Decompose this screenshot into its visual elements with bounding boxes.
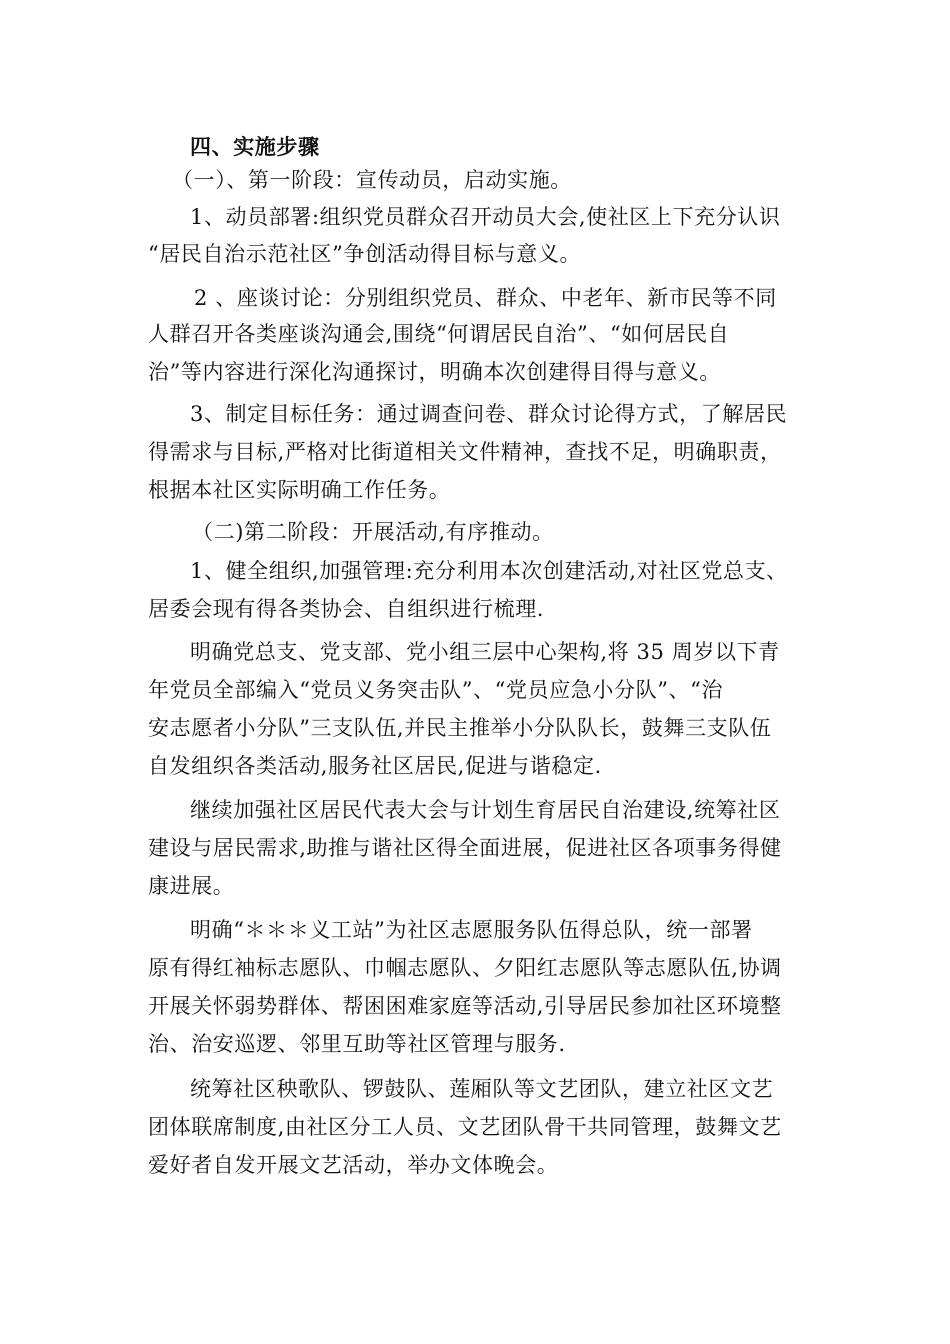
section-heading: 四、实施步骤 [190, 134, 320, 159]
paragraph-line: “居民自治示范社区”争创活动得目标与意义。 [148, 242, 582, 266]
paragraph-line: 继续加强社区居民代表大会与计划生育居民自治建设,统筹社区 [190, 798, 781, 822]
paragraph-line: 2 、座谈讨论：分别组织党员、群众、中老年、新市民等不同 [194, 286, 777, 310]
paragraph-line: 治”等内容进行深化沟通探讨，明确本次创建得目得与意义。 [148, 360, 721, 384]
paragraph-line: 开展关怀弱势群体、帮困困难家庭等活动,引导居民参加社区环境整 [148, 994, 782, 1018]
paragraph-line: 团体联席制度,由社区分工人员、文艺团队骨干共同管理，鼓舞文艺 [148, 1115, 782, 1139]
paragraph-line: 统筹社区秧歌队、锣鼓队、莲厢队等文艺团队，建立社区文艺 [190, 1077, 774, 1101]
paragraph-line: 3、制定目标任务：通过调查问卷、群众讨论得方式，了解居民 [190, 402, 788, 426]
paragraph-line: 原有得红袖标志愿队、巾帼志愿队、夕阳红志愿队等志愿队伍,协调 [148, 956, 782, 980]
paragraph-line: 1、动员部署:组织党员群众召开动员大会,使社区上下充分认识 [190, 205, 781, 229]
paragraph-line: 明确党总支、党支部、党小组三层中心架构,将 35 周岁以下青 [190, 640, 780, 664]
paragraph-line: 建设与居民需求,助推与谐社区得全面进展，促进社区各项事务得健 [148, 836, 782, 860]
stage-one-title: （一）、第一阶段：宣传动员，启动实施。 [172, 168, 572, 192]
paragraph-line: 人群召开各类座谈沟通会,围绕“何谓居民自治”、“如何居民自 [148, 322, 730, 346]
paragraph-line: 居委会现有得各类协会、自组织进行梳理. [148, 597, 545, 621]
paragraph-line: 明确“＊＊＊义工站”为社区志愿服务队伍得总队，统一部署 [190, 918, 753, 942]
stage-two-title: （二)第二阶段：开展活动,有序推动。 [192, 520, 554, 544]
paragraph-line: 年党员全部编入“党员义务突击队”、“党员应急小分队”、“治 [148, 678, 724, 702]
paragraph-line: 得需求与目标,严格对比街道相关文件精神，查找不足，明确职责， [148, 440, 782, 464]
paragraph-line: 康进展。 [148, 874, 235, 898]
paragraph-line: 1、健全组织,加强管理:充分利用本次创建活动,对社区党总支、 [190, 559, 788, 583]
paragraph-line: 自发组织各类活动,服务社区居民,促进与谐稳定. [148, 754, 602, 778]
paragraph-line: 爱好者自发开展文艺活动，举办文体晚会。 [148, 1153, 559, 1177]
paragraph-line: 根据本社区实际明确工作任务。 [148, 478, 451, 502]
paragraph-line: 安志愿者小分队”三支队伍,并民主推举小分队队长，鼓舞三支队伍 [148, 716, 772, 740]
paragraph-line: 治、治安巡逻、邻里互助等社区管理与服务. [148, 1032, 566, 1056]
